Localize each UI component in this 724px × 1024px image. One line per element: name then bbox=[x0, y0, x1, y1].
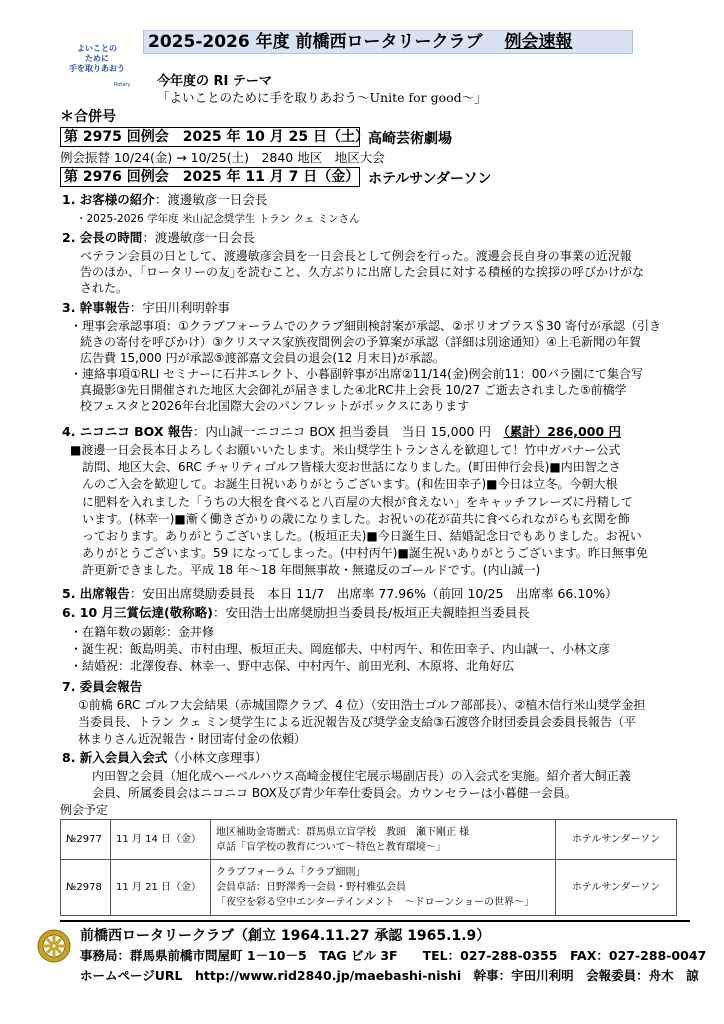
secretary-report-text bbox=[70, 318, 690, 414]
schedule-no: №2978 bbox=[61, 860, 111, 916]
section-3 bbox=[62, 300, 230, 316]
meeting-2975-place: 高崎芸術劇場 bbox=[368, 131, 452, 147]
s3-line-5: 真撮影③先日開催された地区大会御礼が届きました④北RC井上会長 10/27 ご逝去されました⑤前橋学 bbox=[80, 383, 627, 397]
meeting-2976-heading: 第 2976 回例会 2025 年 11 月 7 日（金） bbox=[60, 167, 360, 187]
s4-line-3: んのご入会を歓迎して。お誕生日祝いありがとうございます。(和佐田幸子)■今日は立冬。今朝大根 bbox=[82, 477, 618, 492]
s7-line-1: ①前橋 6RC ゴルフ大会結果（赤城国際クラブ、4 位）（安田浩士ゴルフ部部長）、②植木信行米山奨学金担 bbox=[78, 698, 646, 712]
s8-line-2: 会員、所属委員会はニコニコ BOX及び青少年奉仕委員会。カウンセラーは小暮健一会員。 bbox=[92, 786, 577, 800]
s4-line-4: に肥料を入れました「うちの大根を食べると八百屋の大根が食えない」をキャッチフレーズに丹精して bbox=[82, 494, 633, 509]
section-2-person: ：渡邊敏彦一日会長 bbox=[142, 230, 255, 245]
section-8-person: （小林文彦理事） bbox=[167, 750, 268, 765]
schedule-table bbox=[60, 819, 677, 916]
section-4-total: （累計）286,000 円 bbox=[503, 424, 621, 439]
s2-line-1: ベテラン会員の日として、渡邊敏彦会員を一日会長として例会を行った。渡邊会長自身の事業の近況報 bbox=[80, 249, 632, 263]
schedule-content-line: 卓話「盲学校の教育について～特色と教育環境～」 bbox=[216, 841, 446, 853]
logo-rotary-mark: Rotary bbox=[114, 82, 131, 88]
s3-line-2: 続きの寄付を呼びかけ）③クリスマス家族夜間例会の予算案が承認（詳細は別途通知）④上毛新聞の年賀 bbox=[80, 335, 642, 349]
title-main: 2025-2026 年度 前橋西ロータリークラブ bbox=[148, 32, 483, 52]
committee-report-text bbox=[78, 697, 690, 748]
section-3-person: ：宇田川利明幹事 bbox=[129, 300, 230, 315]
section-7-head: 7. 委員会報告 bbox=[62, 679, 143, 694]
s4-line-8: 許更新できました。平成 18 年～18 年間無事故・無違反のゴールドです。(内山誠一) bbox=[82, 563, 541, 578]
schedule-content-line: 「夜空を彩る空中エンターテインメント ～ドローンショーの世界～」 bbox=[216, 897, 534, 908]
schedule-row bbox=[61, 860, 677, 916]
schedule-label: 例会予定 bbox=[60, 803, 109, 817]
meeting-2976-place: ホテルサンダーソン bbox=[368, 171, 492, 187]
section-4 bbox=[62, 424, 621, 440]
s6-line-3: ・結婚祝：北澤俊春、林幸一、野中志保、中村丙午、前田光利、木原将、北角好広 bbox=[70, 659, 515, 673]
title-sub: 例会速報 bbox=[504, 32, 573, 52]
section-1-person: ：渡邊敏彦一日会長 bbox=[154, 192, 268, 207]
ri-theme-text: 「よいことのために手を取りあおう～Unite for good～」 bbox=[157, 90, 487, 105]
s3-line-3: 広告費 15,000 円が承認⑤渡部嘉文会員の退会(12 月末日)が承認。 bbox=[80, 351, 445, 365]
s2-line-2: 告のほか、｢ロータリーの友｣を読むこと、久方ぶりに出席した会員に対する積極的な挨拶の呼びかけがな bbox=[80, 265, 645, 279]
schedule-content-line: クラブフォーラム「クラブ細則」 bbox=[216, 867, 366, 878]
section-6-person: ：安田浩士出席奨励担当委員長/板垣正夫親睦担当委員長 bbox=[212, 605, 530, 620]
s8-line-1: 内田智之会員（旭化成ヘーベルハウス高崎金榎住宅展示場副店長）の入会式を実施。紹介者大飼正義 bbox=[92, 769, 631, 783]
footer-divider bbox=[60, 920, 690, 922]
niconico-box-text bbox=[70, 442, 695, 580]
s4-line-1: ■渡邊一日会長本日よろしくお願いいたします。米山奨学生トランさんを歓迎して！竹中ガバナー公式 bbox=[70, 443, 621, 457]
schedule-content-line: 地区補助金寄贈式：群馬県立盲学校 教頭 瀬下剛正 様 bbox=[216, 826, 470, 838]
logo-line-3: 手を取りあおう bbox=[69, 64, 125, 73]
s3-line-6: 校フェスタと2026年台北国際大会のパンフレットがボックスにあります bbox=[80, 399, 470, 413]
combined-issue-label: ＊合併号 bbox=[60, 109, 116, 125]
s7-line-3: 林まりさん近況報告・財団寄付金の依頼） bbox=[78, 732, 307, 746]
logo-line-1: よいことの bbox=[77, 44, 117, 53]
section-6-head: 6. 10 月三賞伝達(敬称略) bbox=[62, 605, 213, 620]
footer-office: 事務局：群馬県前橋市問屋町 1－10－5 TAG ビル 3F TEL：027-288-0355 FAX：027-288-0047 bbox=[80, 948, 707, 963]
schedule-date: 11 月 21 日（金） bbox=[111, 860, 211, 916]
s6-line-1: ・在籍年数の顕彰：金井修 bbox=[70, 625, 215, 639]
s2-line-3: された。 bbox=[80, 281, 129, 295]
schedule-content-line: 会員卓話：日野澤秀一会員・野村雅弘会員 bbox=[216, 882, 406, 893]
s4-line-6: っております。ありがとうございました。(板垣正夫)■今日誕生日、結婚記念日でもありました。お祝い bbox=[82, 529, 642, 544]
section-3-head: 3. 幹事報告 bbox=[62, 300, 130, 315]
section-1-head: 1. お客様の紹介 bbox=[62, 192, 155, 207]
schedule-place: ホテルサンダーソン bbox=[556, 820, 677, 860]
schedule-place: ホテルサンダーソン bbox=[556, 860, 677, 916]
s4-line-2: 訪問、地区大会、6RC チャリティゴルフ皆様大変お世話になりました。(町田伸行会長)■内田智之さ bbox=[82, 460, 621, 475]
page-title bbox=[143, 30, 633, 54]
s6-line-2: ・誕生祝：飯島明美、市村由理、板垣正夫、岡庭郁夫、中村丙午、和佐田幸子、内山誠一、小林文彦 bbox=[70, 642, 611, 656]
section-8 bbox=[62, 750, 267, 766]
ri-theme-label: 今年度の RI テーマ bbox=[157, 74, 272, 89]
schedule-content bbox=[211, 820, 556, 860]
section-4-head: 4. ニコニコ BOX 報告 bbox=[62, 424, 193, 439]
schedule-row bbox=[61, 820, 677, 860]
section-5-person: ：安田出席奨励委員長 本日 11/7 出席率 77.96%（前回 10/25 出席率 66.10%） bbox=[129, 586, 618, 601]
guest-line: ・2025-2026 学年度 米山記念奨学生 トラン クェ ミンさん bbox=[76, 213, 360, 225]
awards-text bbox=[70, 624, 690, 675]
section-6 bbox=[62, 605, 530, 621]
president-time-text bbox=[80, 248, 690, 296]
s4-line-7: ありがとうございます。59 になってしまった。(中村丙午)■誕生祝いありがとうございます。昨日無事免 bbox=[82, 546, 648, 561]
theme-logo bbox=[58, 42, 136, 92]
s7-line-2: 当委員長、トラン クェ ミン奨学生による近況報告及び奨学金支給③石渡啓介財団委員会委員長報告（平 bbox=[78, 715, 637, 729]
schedule-no: №2977 bbox=[61, 820, 111, 860]
footer-club-name: 前橋西ロータリークラブ（創立 1964.11.27 承認 1965.1.9） bbox=[80, 928, 491, 944]
section-2 bbox=[62, 230, 255, 246]
s3-line-1: ・理事会承認事項：①クラブフォーラムでのクラブ細則検討案が承認、②ポリオプラス＄30 寄付が承認（引き bbox=[70, 319, 662, 333]
schedule-content bbox=[211, 860, 556, 916]
new-member-text bbox=[92, 768, 692, 802]
meeting-2975-note: 例会振替 10/24(金) → 10/25(土) 2840 地区 地区大会 bbox=[60, 150, 385, 165]
meeting-2975-heading: 第 2975 回例会 2025 年 10 月 25 日（土） bbox=[60, 127, 360, 147]
section-8-head: 8. 新入会員入会式 bbox=[62, 750, 168, 765]
logo-line-2: ために bbox=[85, 54, 109, 63]
rotary-wheel-icon bbox=[36, 928, 72, 964]
s3-line-4: ・連絡事項①RLI セミナーに石井エレクト、小暮副幹事が出席②11/14(金)例会前11：00バラ園にて集合写 bbox=[70, 367, 644, 381]
section-5-head: 5. 出席報告 bbox=[62, 586, 130, 601]
section-5 bbox=[62, 586, 618, 602]
footer-web: ホームページURL http://www.rid2840.jp/maebashi-nishi 幹事：宇田川利明 会報委員：舟木 諒 bbox=[80, 968, 699, 983]
section-4-person: ：内山誠一ニコニコ BOX 担当委員 当日 15,000 円 bbox=[192, 424, 504, 439]
s4-line-5: います。(林幸一)■漸く働きざかりの歳になりました。お祝いの花が苗共に食べられながらも玄関を飾 bbox=[82, 511, 630, 526]
section-7 bbox=[62, 679, 142, 695]
schedule-date: 11 月 14 日（金） bbox=[111, 820, 211, 860]
section-1 bbox=[62, 192, 267, 208]
section-2-head: 2. 会長の時間 bbox=[62, 230, 143, 245]
